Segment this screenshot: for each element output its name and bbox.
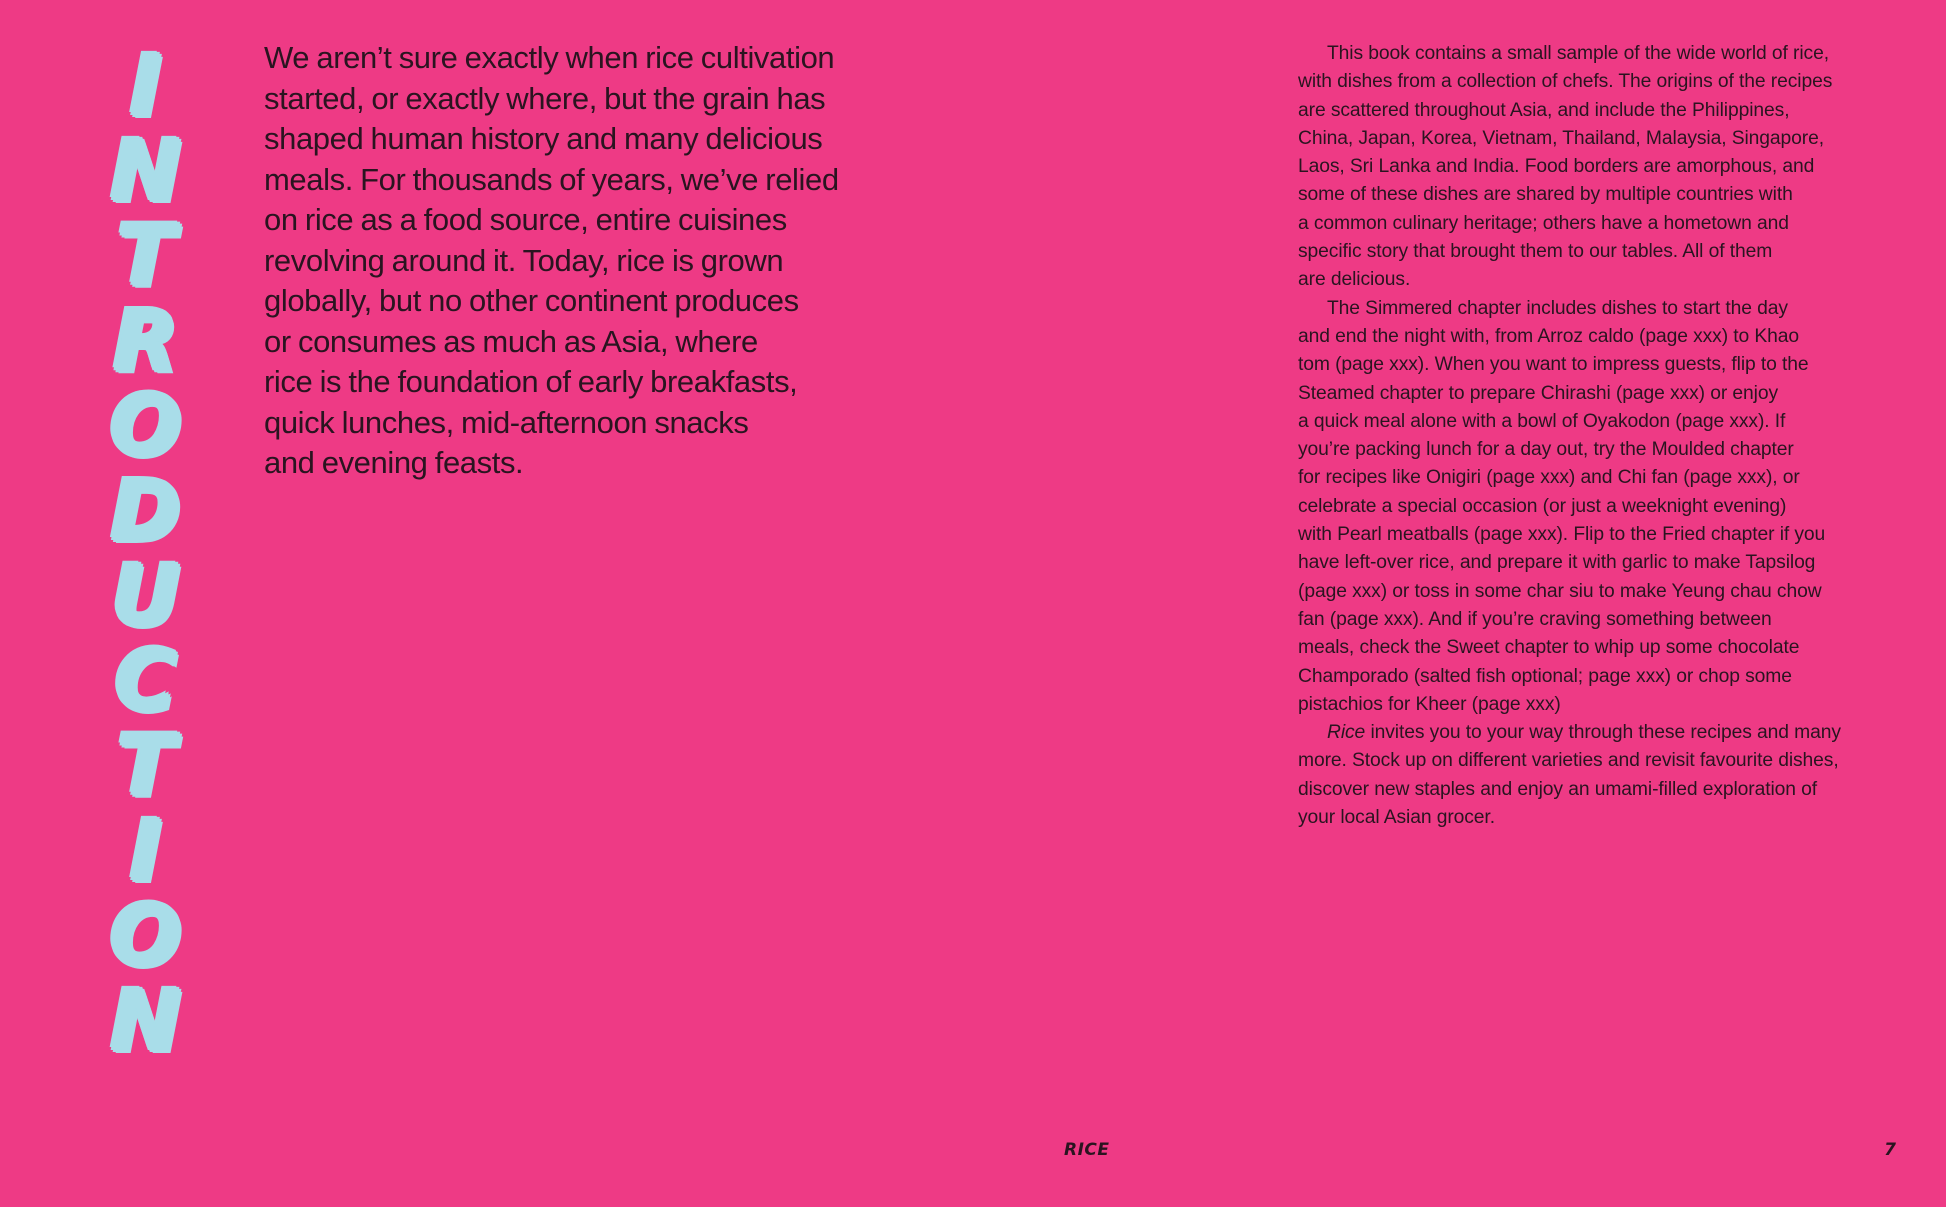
body-text-line: (page xxx) or toss in some char siu to make Yeung chau chow	[1298, 580, 1822, 602]
body-text-line: a common culinary heritage; others have a hometown and	[1298, 212, 1789, 234]
running-footer-title: RICE	[1064, 1140, 1110, 1160]
body-text-line: have left-over rice, and prepare it with garlic to make Tapsilog	[1298, 552, 1816, 574]
chapter-title-letter: R	[113, 292, 179, 390]
body-text-line: fan (page xxx). And if you’re craving something between	[1298, 608, 1772, 630]
chapter-title-letter: I	[130, 37, 162, 135]
body-text-line: tom (page xxx). When you want to impress guests, flip to the	[1298, 354, 1809, 376]
body-text-line: celebrate a special occasion (or just a weeknight evening)	[1298, 495, 1787, 517]
chapter-title-letter: T	[117, 717, 175, 815]
chapter-title-letter: C	[115, 632, 177, 730]
chapter-title-letter: U	[111, 547, 181, 645]
body-text-column	[1298, 40, 1918, 832]
chapter-title-letter: N	[110, 972, 182, 1070]
lede-line: meals. For thousands of years, we’ve relied	[264, 161, 839, 197]
body-text-line: more. Stock up on different varieties and revisit favourite dishes,	[1298, 750, 1839, 772]
chapter-title	[96, 37, 196, 1070]
page-number: 7	[1884, 1140, 1896, 1160]
body-text-line: Laos, Sri Lanka and India. Food borders are amorphous, and	[1298, 156, 1815, 178]
intro-lede-paragraph	[264, 38, 924, 484]
body-paragraph-3-first-line-rest: invites you to your way through these recipes and many	[1365, 722, 1841, 744]
chapter-title-letter: O	[110, 377, 182, 475]
body-paragraph-3-line	[1298, 719, 1918, 747]
body-text-line: some of these dishes are shared by multiple countries with	[1298, 184, 1793, 206]
chapter-title-letter: O	[110, 887, 182, 985]
body-text-line: are delicious.	[1298, 269, 1411, 291]
body-text-line: and end the night with, from Arroz caldo (page xxx) to Khao	[1298, 325, 1800, 347]
lede-line: quick lunches, mid-afternoon snacks	[264, 404, 749, 440]
body-text-line: you’re packing lunch for a day out, try the Moulded chapter	[1298, 439, 1794, 461]
body-text-line: your local Asian grocer.	[1298, 807, 1495, 829]
body-text-line: pistachios for Kheer (page xxx)	[1298, 693, 1561, 715]
lede-line: and evening feasts.	[264, 445, 524, 480]
body-text-line: This book contains a small sample of the wide world of rice,	[1327, 43, 1829, 64]
lede-line: We aren’t sure exactly when rice cultivation	[264, 40, 835, 75]
body-text-line: discover new staples and enjoy an umami-filled exploration of	[1298, 778, 1818, 800]
body-text-line: meals, check the Sweet chapter to whip up some chocolate	[1298, 637, 1800, 659]
body-text-line: for recipes like Onigiri (page xxx) and Chi fan (page xxx), or	[1298, 467, 1800, 489]
book-title-italic: Rice	[1327, 722, 1366, 744]
chapter-title-letter: T	[117, 207, 175, 305]
chapter-title-letter: N	[110, 122, 182, 220]
body-text-line: specific story that brought them to our tables. All of them	[1298, 241, 1773, 263]
body-paragraph-1	[1298, 40, 1918, 295]
lede-line: on rice as a food source, entire cuisines	[264, 202, 787, 237]
body-text-line: a quick meal alone with a bowl of Oyakodon (page xxx). If	[1298, 410, 1786, 432]
body-paragraph-2	[1298, 295, 1918, 719]
lede-line: globally, but no other continent produces	[264, 283, 799, 318]
lede-line: shaped human history and many delicious	[264, 121, 823, 156]
body-text-line: with Pearl meatballs (page xxx). Flip to the Fried chapter if you	[1298, 524, 1826, 546]
body-text-line: The Simmered chapter includes dishes to start the day	[1327, 297, 1788, 319]
lede-line: started, or exactly where, but the grain has	[264, 80, 826, 116]
lede-line: or consumes as much as Asia, where	[264, 323, 758, 359]
body-text-line: Steamed chapter to prepare Chirashi (page xxx) or enjoy	[1298, 382, 1778, 404]
chapter-title-letter: D	[111, 462, 181, 560]
body-text-line: with dishes from a collection of chefs. The origins of the recipes	[1298, 71, 1833, 93]
body-text-line: Champorado (salted fish optional; page xxx) or chop some	[1298, 665, 1792, 687]
body-text-line: China, Japan, Korea, Vietnam, Thailand, Malaysia, Singapore,	[1298, 127, 1824, 149]
chapter-title-letter: I	[130, 802, 162, 900]
lede-line: revolving around it. Today, rice is grown	[264, 242, 784, 278]
body-text-line: are scattered throughout Asia, and include the Philippines,	[1298, 99, 1790, 121]
body-paragraph-3	[1298, 719, 1918, 832]
lede-line: rice is the foundation of early breakfasts,	[264, 364, 798, 399]
